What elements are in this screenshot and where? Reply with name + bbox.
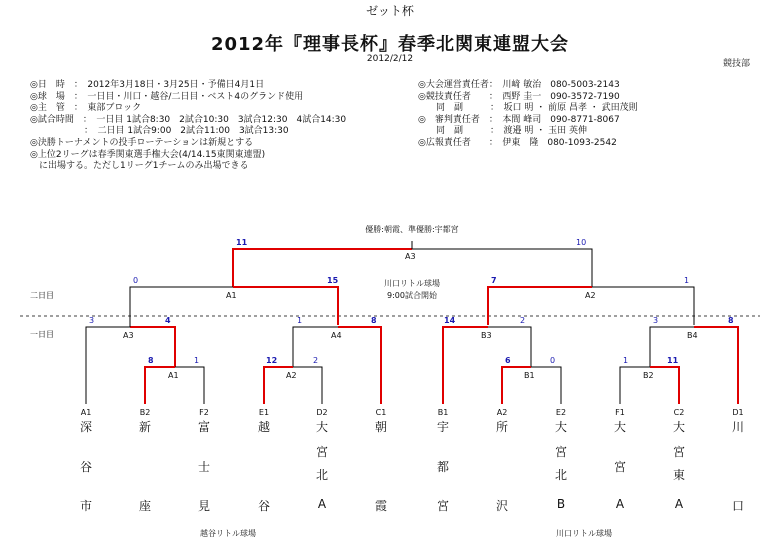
score: 1 <box>623 356 629 365</box>
team-name-char: 富 <box>197 420 210 434</box>
r1-b1-right <box>531 367 561 404</box>
department-label: 競技部 <box>722 59 750 69</box>
score: 0 <box>550 356 556 365</box>
team-name-char: 大 <box>315 420 328 434</box>
day2-start-time: 9:00試合開始 <box>387 291 437 300</box>
staff-line: ◎大会運営責任者： 川﨑 敏治 080-5003-2143 <box>418 80 620 90</box>
team-name-char: 深 <box>79 420 92 434</box>
team-name-char: 谷 <box>257 499 270 513</box>
team-name-char: B <box>556 497 566 511</box>
match-label: A2 <box>286 371 297 380</box>
staff-line: 同 副 ： 坂口 明 ・ 前原 昌孝 ・ 武田茂則 <box>418 103 638 114</box>
staff-line: ◎競技責任者 ： 西野 圭一 090-3572-7190 <box>418 91 620 102</box>
r1-a1-right <box>175 367 204 404</box>
champion-result: 優勝:朝霞、準優勝:宇都宮 <box>365 225 459 234</box>
team-name-char: 北 <box>554 468 567 482</box>
team-code: A1 <box>80 408 92 417</box>
staff-line: 同 副 ： 渡邉 明 ・ 玉田 英伸 <box>418 126 587 137</box>
team-name-char: 宮 <box>554 445 567 459</box>
semi-a2-right <box>592 287 694 325</box>
semi-a2-left <box>488 287 592 325</box>
team-code: B2 <box>139 408 151 417</box>
score: 2 <box>313 356 319 365</box>
team-name-char: 大 <box>554 420 567 434</box>
team-code: F1 <box>615 408 625 417</box>
team-name-char: 宮 <box>315 445 328 459</box>
score: 8 <box>728 316 734 325</box>
team-code: F2 <box>199 408 209 417</box>
team-code: E1 <box>258 408 270 417</box>
score: 6 <box>505 356 511 365</box>
r1-b2-right <box>650 367 679 404</box>
match-label-final: A3 <box>405 252 416 261</box>
score: 10 <box>576 238 587 247</box>
team-name-char: 北 <box>315 468 328 482</box>
team-name-char: 口 <box>731 499 744 513</box>
info-line: に出場する。ただし1リーグ1チームのみ出場できる <box>30 161 249 172</box>
score: 3 <box>89 316 95 325</box>
info-line: ◎日 時 ： 2012年3月18日・3月25日・予備日4月1日 <box>30 80 265 90</box>
score: 11 <box>236 238 248 247</box>
team-name-char: 市 <box>79 499 92 513</box>
team-name-char: 宮 <box>613 460 626 474</box>
team-name-char: 朝 <box>374 420 387 434</box>
match-label: A1 <box>168 371 179 380</box>
cup-label: ゼット杯 <box>366 4 414 18</box>
team-code: C1 <box>375 408 387 417</box>
match-label: B1 <box>524 371 535 380</box>
team-name-char: 霞 <box>374 499 387 513</box>
score: 0 <box>133 276 139 285</box>
semi-a1-left <box>130 287 233 325</box>
info-line: ◎主 管 ： 東部ブロック <box>30 103 142 114</box>
team-name-char: 谷 <box>79 460 92 474</box>
info-line: ◎球 場 ： 一日目・川口・越谷/二日目・ベスト4のグランド使用 <box>30 91 304 102</box>
page-title: 2012年『理事長杯』春季北関東連盟大会 <box>210 34 570 55</box>
score: 11 <box>667 356 679 365</box>
team-name-char: 士 <box>197 460 210 474</box>
info-line: ： 二日目 1試合9:00 2試合11:00 3試合13:30 <box>30 126 289 137</box>
score: 14 <box>444 316 456 325</box>
document-date: 2012/2/12 <box>366 54 414 64</box>
staff-line: ◎ 審判責任者 ： 本間 峰司 090-8771-8067 <box>418 114 620 125</box>
score: 12 <box>266 356 278 365</box>
match-label: B3 <box>481 331 492 340</box>
team-name-char: 大 <box>613 420 626 434</box>
qf-a4-right <box>338 327 381 404</box>
score: 2 <box>520 316 526 325</box>
info-line: ◎上位2リーグは春季関東選手権大会(4/14.15東関東連盟) <box>30 149 266 160</box>
info-line: ◎決勝トーナメントの投手ローテーションは新規とする <box>30 137 254 148</box>
score: 1 <box>194 356 200 365</box>
team-name-char: 所 <box>495 420 508 434</box>
info-line: ◎試合時間 ： 一日目 1試合8:30 2試合10:30 3試合12:30 4試合14:30 <box>30 114 347 125</box>
team-name-char: 宮 <box>672 445 685 459</box>
match-label: A1 <box>226 291 237 300</box>
score: 4 <box>165 316 171 325</box>
score: 8 <box>148 356 154 365</box>
qf-b4-right <box>694 327 738 404</box>
r1-a2-right <box>293 367 322 404</box>
team-name-char: A <box>317 497 327 511</box>
venue-right: 川口リトル球場 <box>556 529 612 538</box>
team-name-char: 新 <box>138 420 151 434</box>
team-name-char: 見 <box>197 499 210 513</box>
team-name-char: 大 <box>672 420 685 434</box>
match-label: B2 <box>643 371 654 380</box>
team-name-char: 宇 <box>436 420 449 434</box>
score: 3 <box>653 316 659 325</box>
venue-left: 越谷リトル球場 <box>200 529 256 538</box>
day1-label: 一日目 <box>30 330 54 339</box>
team-code: E2 <box>555 408 567 417</box>
score: 1 <box>297 316 303 325</box>
team-code: A2 <box>496 408 508 417</box>
team-name-char: 川 <box>731 420 744 434</box>
semi-a1-right <box>233 287 338 325</box>
score: 1 <box>684 276 690 285</box>
team-name-char: 宮 <box>436 499 449 513</box>
team-name-char: 座 <box>138 499 151 513</box>
staff-line: ◎広報責任者 ： 伊東 隆 080-1093-2542 <box>418 137 617 148</box>
score: 15 <box>327 276 339 285</box>
match-label: A4 <box>331 331 342 340</box>
day2-venue: 川口リトル球場 <box>384 279 440 288</box>
team-name-char: 越 <box>257 420 270 434</box>
team-name-char: 沢 <box>495 499 508 513</box>
team-name-char: A <box>615 497 625 511</box>
team-name-char: 東 <box>672 468 685 482</box>
team-code: D2 <box>316 408 328 417</box>
match-label: A3 <box>123 331 134 340</box>
score: 7 <box>491 276 497 285</box>
score: 8 <box>371 316 377 325</box>
match-label: A2 <box>585 291 596 300</box>
team-code: C2 <box>673 408 685 417</box>
team-code: B1 <box>437 408 449 417</box>
team-name-char: 都 <box>436 460 449 474</box>
match-label: B4 <box>687 331 698 340</box>
day2-label: 二日目 <box>30 291 54 300</box>
team-name-char: A <box>674 497 684 511</box>
team-code: D1 <box>732 408 744 417</box>
